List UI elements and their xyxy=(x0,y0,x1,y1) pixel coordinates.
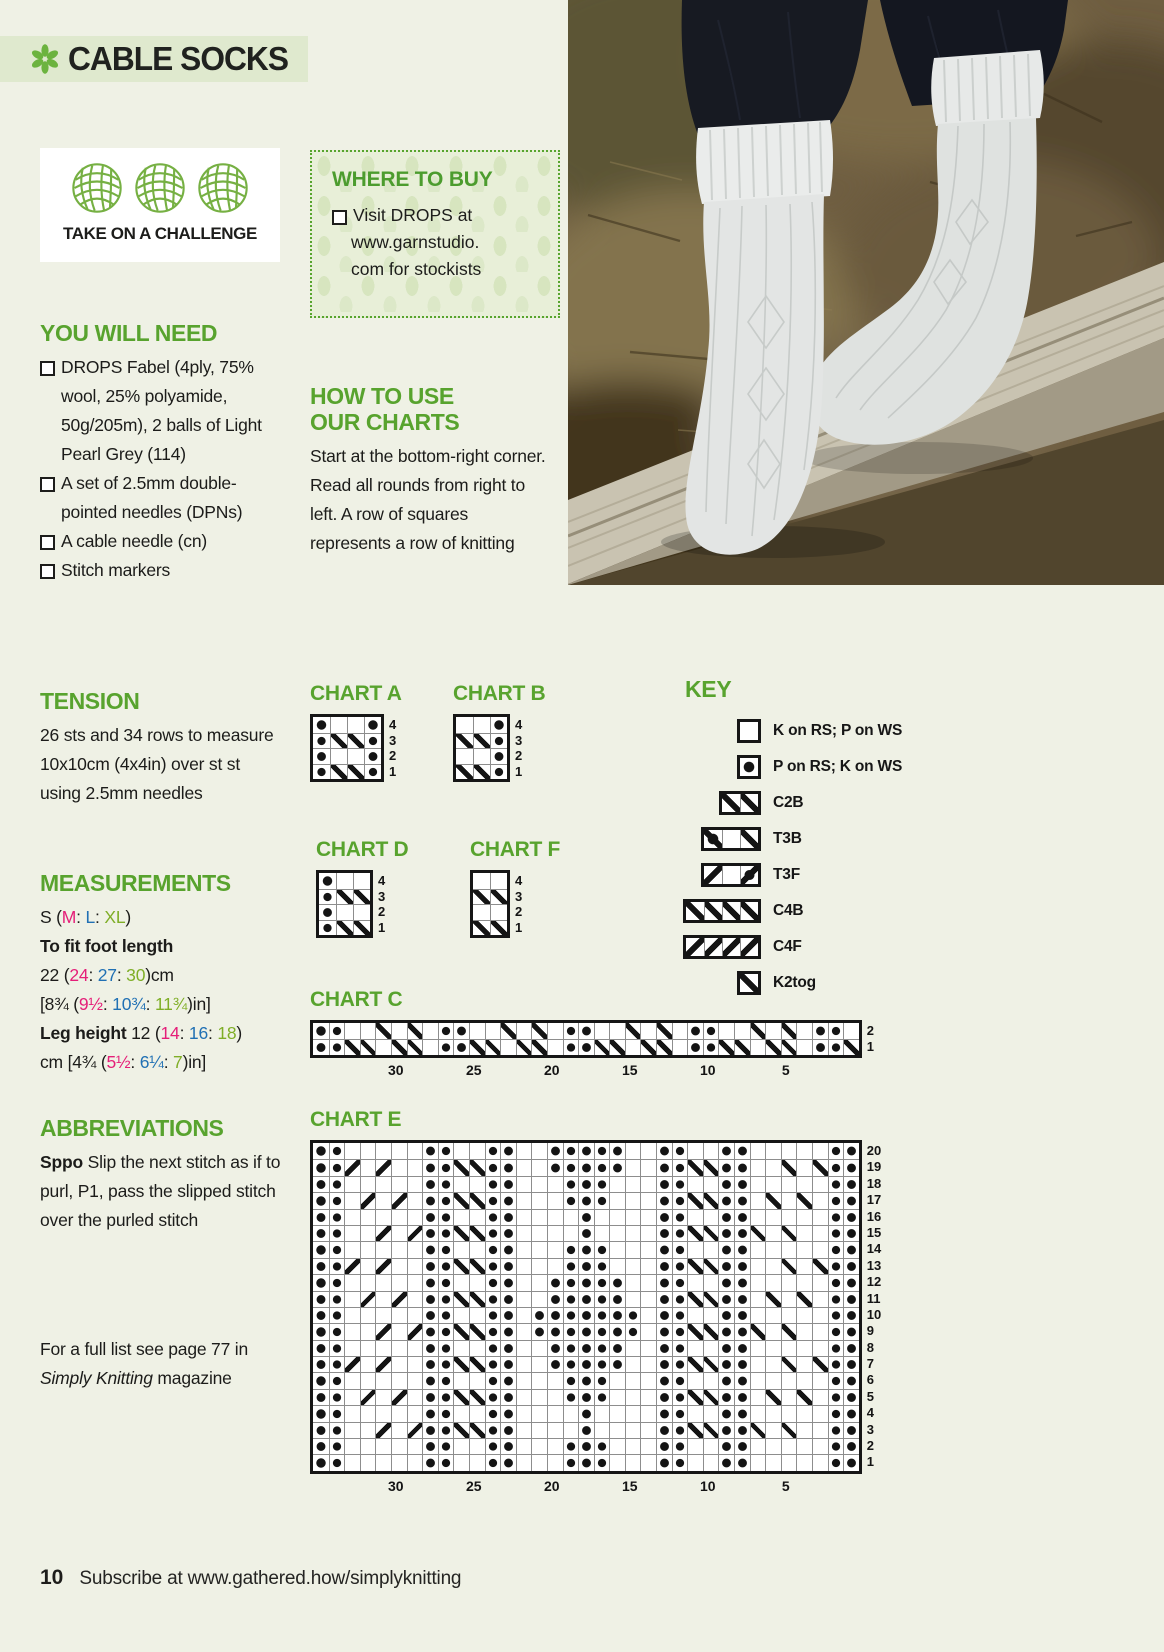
measurements-cm: 22 (24: 27: 30)cm xyxy=(40,965,174,985)
tension-section xyxy=(40,688,276,808)
chart-b xyxy=(453,682,545,782)
measurements-title: MEASUREMENTS xyxy=(40,870,231,896)
chart-key xyxy=(685,676,945,1001)
key-item: C4B xyxy=(685,893,945,929)
measurements-fit-label: To fit foot length xyxy=(40,936,174,956)
supply-item: A cable needle (cn) xyxy=(40,527,286,556)
footer-subscribe-text: Subscribe at www.gathered.how/simplyknitting xyxy=(79,1568,462,1589)
chart-e-title: CHART E xyxy=(310,1108,402,1131)
chart-d xyxy=(316,838,408,938)
measurements-section xyxy=(40,870,292,1077)
chart-e xyxy=(310,1108,881,1498)
how-to-use-section xyxy=(310,383,550,558)
where-to-buy-line: www.garnstudio. xyxy=(351,232,480,252)
chart-b-title: CHART B xyxy=(453,682,546,705)
chart-d-title: CHART D xyxy=(316,838,409,861)
tension-body: 26 sts and 34 rows to measure 10x10cm (4x4in) over st st using 2.5mm needles xyxy=(40,725,274,803)
chart-b-grid: 4 3 2 1 xyxy=(453,714,545,782)
header-band xyxy=(0,36,308,82)
chart-c-grid: 2 1 30 25 20 15 10 5 xyxy=(310,1020,874,1082)
supply-item: DROPS Fabel (4ply, 75% wool, 25% polyamide, 50g/205m), 2 balls of Light Pearl Grey (114) xyxy=(40,353,286,469)
measurements-sizes: S (M: L: XL) xyxy=(40,907,132,927)
how-to-use-title: HOW TO USE OUR CHARTS xyxy=(310,383,460,435)
yarn-ball-icon xyxy=(134,162,186,214)
checkbox-icon xyxy=(40,361,55,376)
sock-photo xyxy=(568,0,1164,585)
abbreviations-title: ABBREVIATIONS xyxy=(40,1115,224,1141)
chart-e-grid: 20 19 18 17 16 15 14 13 12 11 10 9 8 7 6 5 4 3 2 1 30 25 20 15 10 5 xyxy=(310,1140,881,1498)
chart-a xyxy=(310,682,402,782)
page-footer xyxy=(40,1566,461,1590)
supply-item: A set of 2.5mm double-pointed needles (DPNs) xyxy=(40,469,286,527)
key-symbol-c2b xyxy=(685,791,761,815)
chart-d-grid: 4 3 2 1 xyxy=(316,870,408,938)
key-item: P on RS; K on WS xyxy=(685,749,945,785)
key-item: C2B xyxy=(685,785,945,821)
checkbox-icon xyxy=(332,210,347,225)
key-symbol-t3b xyxy=(685,827,761,851)
challenge-box xyxy=(40,148,280,262)
where-to-buy-line: Visit DROPS at xyxy=(332,202,558,229)
key-item: K2tog xyxy=(685,965,945,1001)
measurements-in: [8¾ (9½: 10¾: 11¾)in] xyxy=(40,994,211,1014)
checkbox-icon xyxy=(40,564,55,579)
abbreviations-section xyxy=(40,1115,288,1235)
key-item: T3F xyxy=(685,857,945,893)
chart-f-title: CHART F xyxy=(470,838,561,861)
key-item: T3B xyxy=(685,821,945,857)
you-will-need-title: YOU WILL NEED xyxy=(40,320,218,346)
tension-title: TENSION xyxy=(40,688,140,714)
key-item: K on RS; P on WS xyxy=(685,713,945,749)
chart-a-grid: 4 3 2 1 xyxy=(310,714,402,782)
measurements-leg: Leg height 12 (14: 16: 18) xyxy=(40,1023,243,1043)
checkbox-icon xyxy=(40,535,55,550)
where-to-buy-line: com for stockists xyxy=(351,259,482,279)
yarn-ball-icons xyxy=(40,162,280,214)
checkbox-icon xyxy=(40,477,55,492)
chart-f xyxy=(470,838,560,938)
flower-asterisk-icon xyxy=(30,44,60,74)
key-symbol-c4f xyxy=(685,935,761,959)
key-title: KEY xyxy=(685,676,732,702)
where-to-buy-box xyxy=(310,150,560,318)
key-symbol-purl xyxy=(685,755,761,779)
page-title: CABLE SOCKS xyxy=(68,40,289,77)
key-symbol-c4b xyxy=(685,899,761,923)
challenge-label: TAKE ON A CHALLENGE xyxy=(63,224,257,243)
abbreviations-body: Sppo Slip the next stitch as if to purl, P1, pass the slipped stitch over the purled stitch xyxy=(40,1152,281,1230)
key-item: C4F xyxy=(685,929,945,965)
where-to-buy-title: WHERE TO BUY xyxy=(332,168,493,191)
yarn-ball-icon xyxy=(197,162,249,214)
you-will-need-section xyxy=(40,320,286,585)
chart-a-title: CHART A xyxy=(310,682,402,705)
how-to-use-body: Start at the bottom-right corner. Read all rounds from right to left. A row of squares represents a row of knitting xyxy=(310,446,546,553)
yarn-ball-icon xyxy=(71,162,123,214)
chart-f-grid: 4 3 2 1 xyxy=(470,870,560,938)
supply-item: Stitch markers xyxy=(40,556,286,585)
page-number: 10 xyxy=(40,1566,64,1589)
key-symbol-t3f xyxy=(685,863,761,887)
chart-c xyxy=(310,988,874,1082)
chart-c-title: CHART C xyxy=(310,988,403,1011)
measurements-leg2: cm [4¾ (5½: 6¼: 7)in] xyxy=(40,1052,207,1072)
full-list-note: For a full list see page 77 in Simply Knitting magazine xyxy=(40,1339,249,1388)
key-symbol-knit xyxy=(685,719,761,743)
